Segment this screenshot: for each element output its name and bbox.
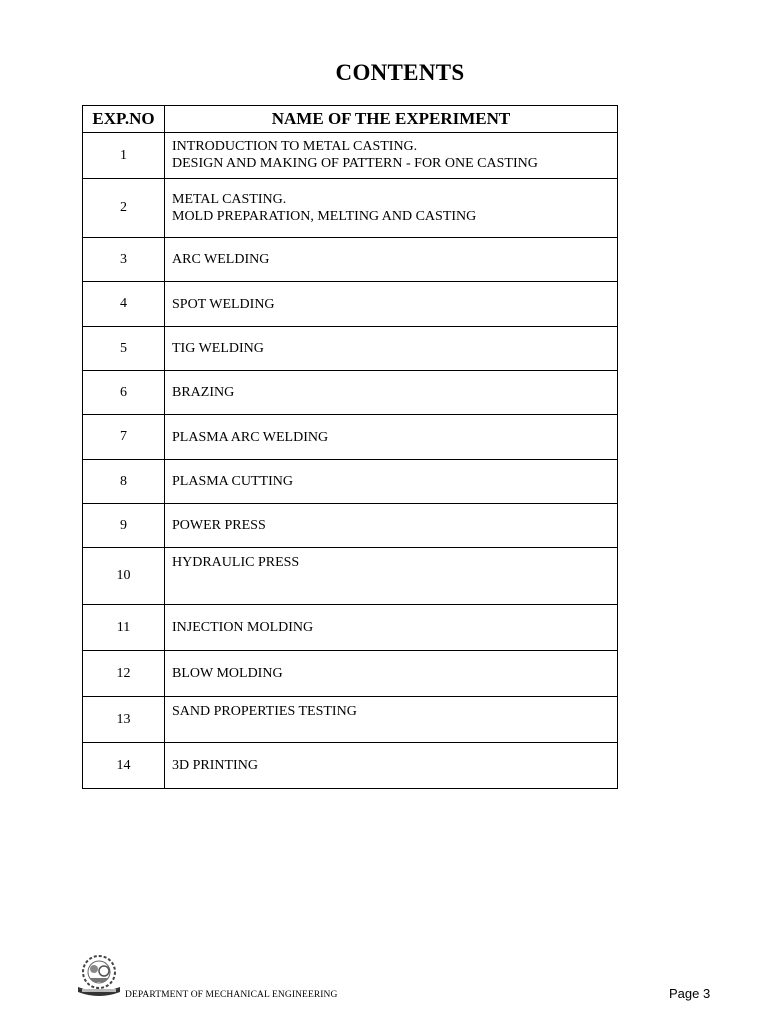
table-row <box>83 697 618 743</box>
exp-number: 5 <box>83 327 165 371</box>
table-row <box>83 605 618 651</box>
exp-number: 4 <box>83 282 165 327</box>
exp-name-line: MOLD PREPARATION, MELTING AND CASTING <box>172 209 477 224</box>
exp-number: 2 <box>83 179 165 238</box>
table-row <box>83 415 618 460</box>
contents-table <box>82 105 618 789</box>
exp-number: 6 <box>83 371 165 415</box>
college-emblem-icon <box>70 951 128 1001</box>
table-row <box>83 460 618 504</box>
exp-number: 11 <box>83 605 165 651</box>
exp-number: 10 <box>83 548 165 605</box>
exp-number: 1 <box>83 133 165 179</box>
exp-name: SPOT WELDING <box>165 282 618 327</box>
header-exp-no: EXP.NO <box>83 106 165 133</box>
exp-number: 12 <box>83 651 165 697</box>
exp-name: HYDRAULIC PRESS <box>165 548 618 605</box>
footer-department: DEPARTMENT OF MECHANICAL ENGINEERING <box>125 990 338 1000</box>
table-row <box>83 371 618 415</box>
exp-number: 3 <box>83 238 165 282</box>
exp-name: BRAZING <box>165 371 618 415</box>
exp-name: SAND PROPERTIES TESTING <box>165 697 618 743</box>
table-row <box>83 743 618 789</box>
exp-name-line: INTRODUCTION TO METAL CASTING. <box>172 139 418 154</box>
table-row <box>83 179 618 238</box>
table-row <box>83 651 618 697</box>
page-title: CONTENTS <box>335 60 465 85</box>
exp-name: POWER PRESS <box>165 504 618 548</box>
table-row <box>83 238 618 282</box>
table-row <box>83 133 618 179</box>
table-row <box>83 548 618 605</box>
exp-number: 7 <box>83 415 165 460</box>
exp-number: 9 <box>83 504 165 548</box>
exp-name <box>165 133 618 179</box>
footer-page-number: Page 3 <box>669 986 711 1001</box>
exp-number: 14 <box>83 743 165 789</box>
exp-name-line: DESIGN AND MAKING OF PATTERN - FOR ONE CASTING <box>172 156 538 171</box>
table-row <box>83 282 618 327</box>
exp-name <box>165 179 618 238</box>
exp-name: TIG WELDING <box>165 327 618 371</box>
table-row <box>83 504 618 548</box>
exp-name: 3D PRINTING <box>165 743 618 789</box>
exp-number: 8 <box>83 460 165 504</box>
exp-number: 13 <box>83 697 165 743</box>
exp-name: INJECTION MOLDING <box>165 605 618 651</box>
header-experiment-name: NAME OF THE EXPERIMENT <box>165 106 618 133</box>
exp-name: PLASMA CUTTING <box>165 460 618 504</box>
exp-name: BLOW MOLDING <box>165 651 618 697</box>
exp-name: ARC WELDING <box>165 238 618 282</box>
table-row <box>83 327 618 371</box>
exp-name: PLASMA ARC WELDING <box>165 415 618 460</box>
exp-name-line: METAL CASTING. <box>172 192 287 207</box>
table-header-row <box>83 106 618 133</box>
